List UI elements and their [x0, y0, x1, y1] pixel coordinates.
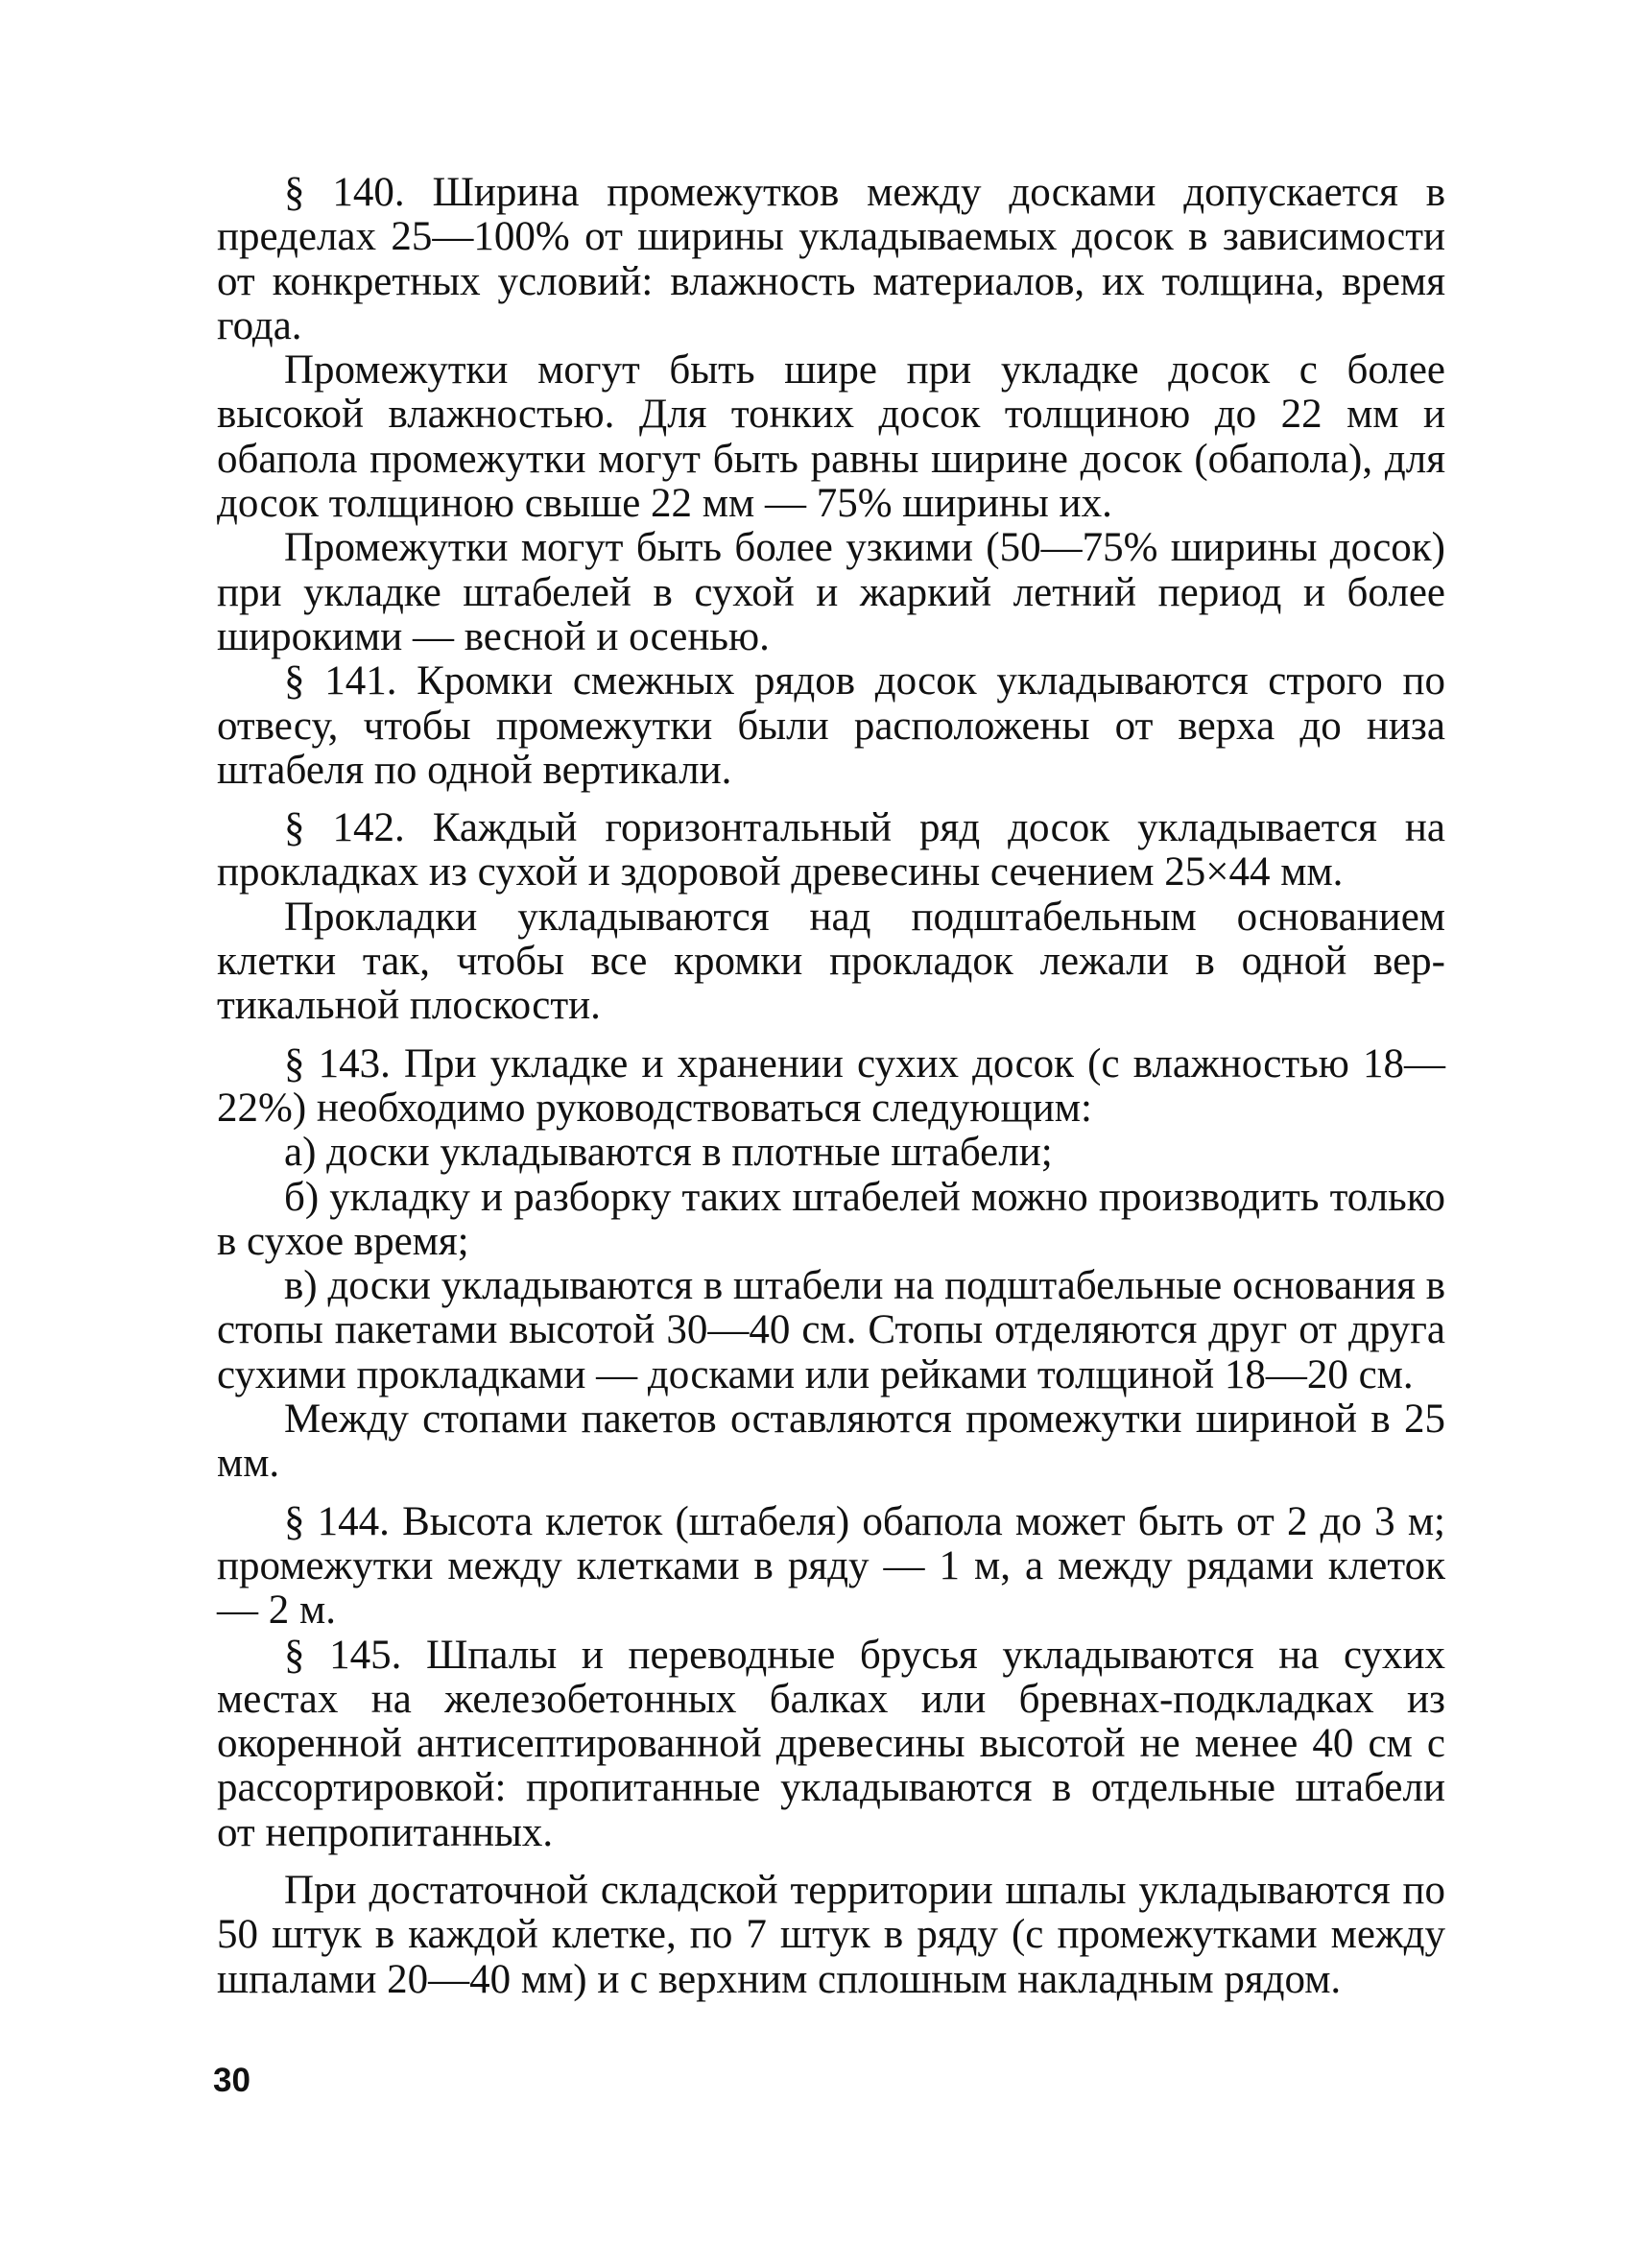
paragraph-140: § 140. Ширина промежутков между досками допускается в пределах 25—100% от ширины укладываемых досок в зависимости от конкретных условий: влажность материалов, их толщина, время года. [217, 170, 1445, 348]
paragraph-142-spacers: Прокладки укладываются над подштабельным основанием клетки так, чтобы все кромки прокладок лежали в одной вертикальной плоскости. [217, 894, 1445, 1029]
paragraph-145: § 145. Шпалы и переводные брусья укладываются на сухих местах на железобетонных балках или бревнах-подкладках из окоренной антисептированной древесины высотой не менее 40 см с рассортировкой: пропитанные укладываются в отдельные штабели от непропитанных. [217, 1632, 1445, 1855]
body-text [217, 171, 1445, 2002]
paragraph-143-spacing: Между стопами пакетов оставляются промежутки шириной в 25 мм. [217, 1397, 1445, 1487]
list-item-c: в) доски укладываются в штабели на подштабельные основания в стопы пакетами высотой 30—40 см. Стопы отделяются друг от друга сухими прокладками — досками или рейками толщиной 18—20 см. [217, 1263, 1445, 1397]
paragraph-143: § 143. При укладке и хранении сухих досок (с влажностью 18—22%) необходимо руководствоваться следующим: [217, 1040, 1445, 1131]
paragraph-140-narrow: Промежутки могут быть более узкими (50—75% ширины досок) при укладке штабелей в сухой и жаркий летний период и более широкими — весной и осенью. [217, 525, 1445, 659]
paragraph-144: § 144. Высота клеток (штабеля) обапола может быть от 2 до 3 м; промежутки между клетками в ряду — 1 м, а между рядами клеток — 2 м. [217, 1498, 1445, 1634]
paragraph-145-storage: При достаточной складской территории шпалы укладываются по 50 штук в каждой клетке, по 7 штук в ряду (с промежутками между шпалами 20—40 мм) и с верхним сплошным накладным рядом. [217, 1867, 1445, 2002]
paragraph-142: § 142. Каждый горизонтальный ряд досок укладывается на прокладках из сухой и здоровой древесины сечением 25×44 мм. [217, 805, 1445, 895]
page-number: 30 [213, 2062, 250, 2099]
paragraph-140-gaps: Промежутки могут быть шире при укладке досок с более высокой влажностью. Для тонких досок толщиною до 22 мм и обапола промежутки могут быть равны ширине досок (обапола), для досок толщиною свыше 22 мм — 75% ширины их. [217, 347, 1445, 527]
paragraph-141: § 141. Кромки смежных рядов досок укладываются строго по отвесу, чтобы промежутки были расположены от верха до низа штабеля по одной вертикали. [217, 658, 1445, 793]
list-item-b: б) укладку и разборку таких штабелей можно производить только в сухое время; [217, 1174, 1445, 1264]
list-item-a: а) доски укладываются в плотные штабели; [284, 1130, 1053, 1176]
